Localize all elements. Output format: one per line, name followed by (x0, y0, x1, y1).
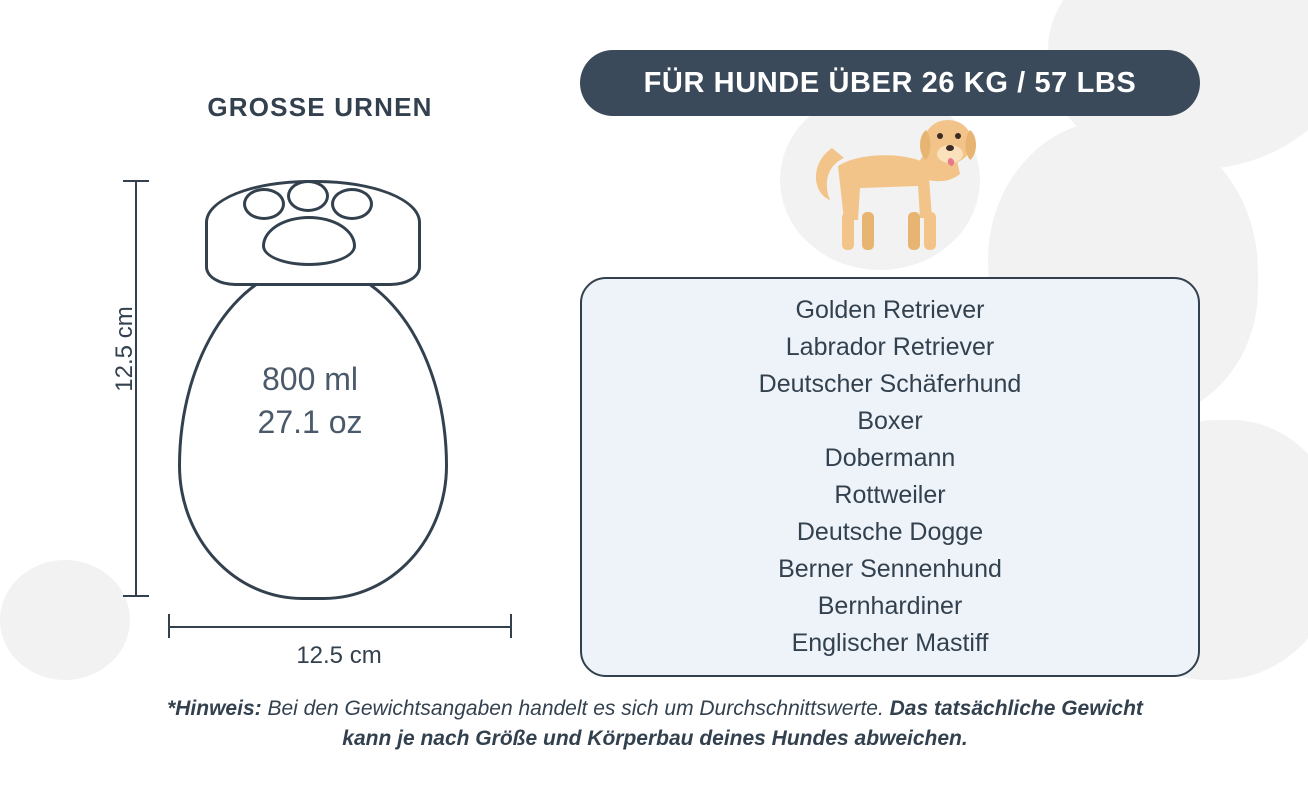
breed-list-card (580, 277, 1200, 677)
footnote-lead: *Hinweis: (167, 697, 262, 720)
urn-height-label: 12.5 cm (111, 306, 138, 392)
urn-volume-oz: 27.1 oz (257, 404, 363, 441)
list-item: Deutsche Dogge (796, 518, 984, 546)
urn-volume-ml: 800 ml (261, 361, 359, 397)
width-dimension-line (168, 626, 510, 628)
list-item: Berner Sennenhund (778, 555, 1002, 583)
weight-range-banner (580, 50, 1200, 116)
footnote-normal: Bei den Gewichtsangaben handelt es sich um Durchschnittswerte. (261, 697, 890, 720)
urn-width-label: 12.5 cm (296, 642, 382, 669)
list-item: Dobermann (824, 444, 956, 472)
list-item: Deutscher Schäferhund (758, 370, 1022, 398)
height-dimension-cap-bottom (123, 595, 149, 597)
list-item: Bernhardiner (817, 592, 963, 620)
paw-toe-icon (331, 188, 373, 220)
list-item: Englischer Mastiff (791, 629, 989, 657)
list-item: Labrador Retriever (785, 333, 995, 361)
urn-volume-text (178, 358, 442, 444)
list-item: Rottweiler (834, 481, 946, 509)
paw-toe-icon (287, 180, 329, 212)
urn-illustration (150, 170, 470, 610)
urn-panel (60, 70, 580, 710)
urn-size-title: GROSSE URNEN (207, 92, 433, 122)
weight-range-label: FÜR HUNDE ÜBER 26 KG / 57 LBS (643, 66, 1137, 99)
width-dimension-cap-right (510, 614, 512, 638)
footnote (150, 694, 1160, 755)
paw-toe-icon (243, 188, 285, 220)
footnote-bold: Das tatsächliche Gewicht kann je nach Größe und Körperbau deines Hundes abweichen. (342, 697, 1143, 751)
golden-retriever-icon (800, 108, 990, 278)
list-item: Golden Retriever (795, 296, 985, 324)
height-dimension-cap-top (123, 180, 149, 182)
list-item: Boxer (857, 407, 923, 435)
width-dimension-cap-left (168, 614, 170, 638)
